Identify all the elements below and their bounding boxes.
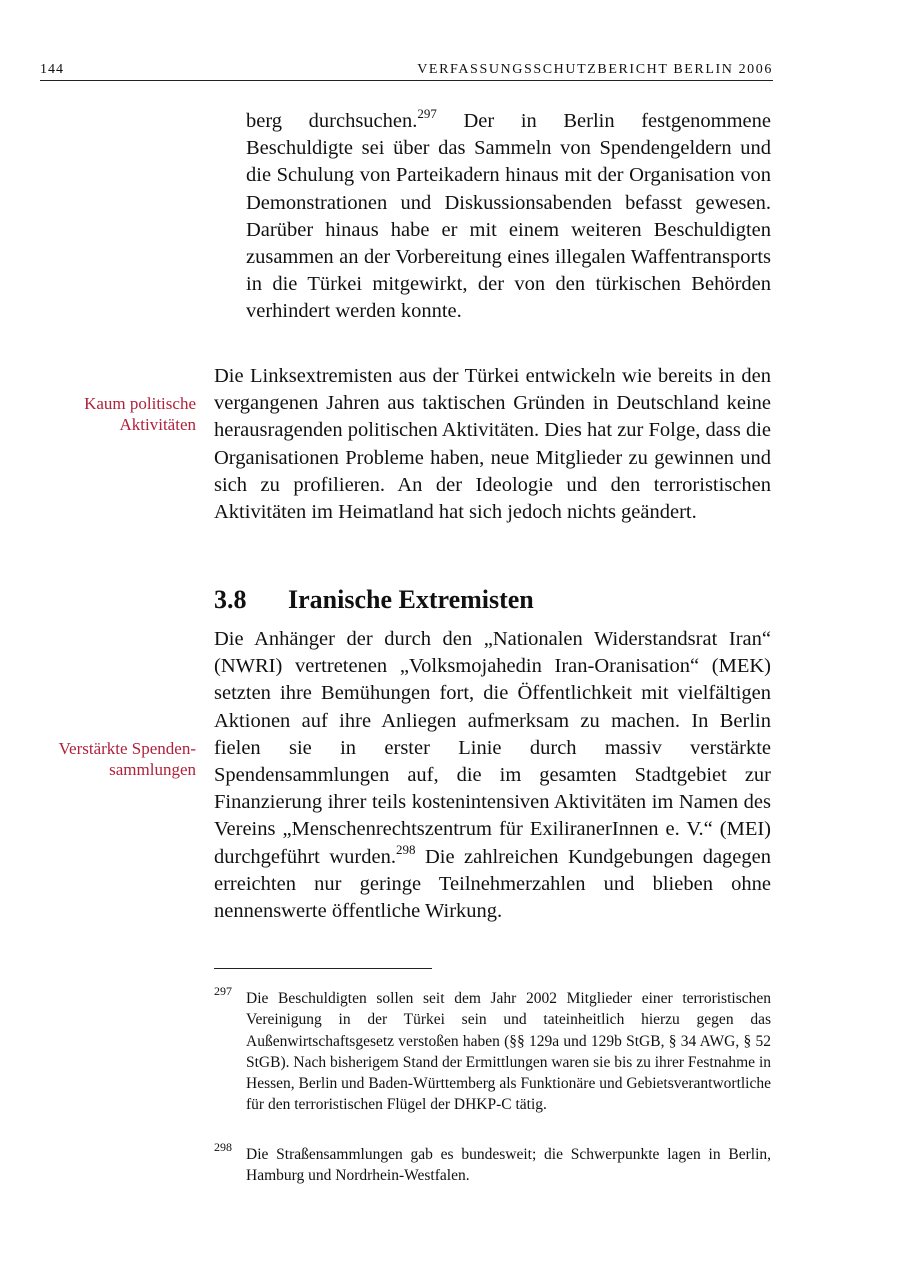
footnote-text: Die Beschuldigten sollen seit dem Jahr 2002 Mitglieder einer terroristischen Vereinigung in der Türkei sein und tateinheitlich hierzu gegen das Außenwirtschaftsgesetz verstoßen haben (§§ 129a und 129b StGB, § 34 AWG, § 52 StGB). Nach bisherigem Stand der Ermittlungen waren sie bis zu ihrer Festnahme in Hessen, Berlin und Baden-Württemberg als Funktionäre und Gebietsverantwortliche für den terroristischen Flügel der DHKP-C tätig. (246, 990, 771, 1114)
section-heading (214, 583, 534, 617)
quote-text-before: berg durchsuchen. (246, 110, 418, 132)
page-header (40, 60, 773, 81)
paragraph-2-text-after: Die zahlreichen Kundgebungen dagegen erreichten nur geringe Teilnehmerzahlen und blieben ohne nennenswerte öffentliche Wirkung. (214, 845, 771, 923)
section-title: Iranische Extremisten (288, 585, 534, 614)
footnote-number: 298 (214, 1140, 232, 1154)
footnote-number: 297 (214, 984, 232, 998)
paragraph-left-extremists: Die Linksextremisten aus der Türkei entwickeln wie bereits in den vergangenen Jahren aus taktischen Gründen in Deutschland keine herausragenden politischen Aktivitäten. Dies hat zur Folge, dass die Organisationen Probleme haben, neue Mitglieder zu gewinnen und sich zu profilieren. An der Ideologie und den terroristischen Aktivitäten im Heimatland hat sich jedoch nichts geändert. (214, 365, 771, 524)
section-number: 3.8 (214, 585, 247, 614)
page-number: 144 (40, 62, 64, 77)
margin-note-political-activities: Kaum politische Aktivitäten (84, 394, 196, 434)
footnote-297 (214, 984, 771, 1116)
footnote-298 (214, 1140, 771, 1187)
footnote-text: Die Straßensammlungen gab es bundesweit; die Schwerpunkte lagen in Berlin, Hamburg und Nordrhein-Westfalen. (246, 1146, 771, 1185)
paragraph-iranian-extremists (214, 626, 771, 925)
footnote-separator (214, 968, 432, 969)
quote-text-after: Der in Berlin festgenommene Beschuldigte sei über das Sammeln von Spendengeldern und die Schulung von Parteikadern hinaus mit der Organisation von Demonstrationen und Diskussionsabenden befasst gewesen. Darüber hinaus habe er mit einem weiteren Beschuldigten zusammen an der Vorbereitung eines illegalen Waffentransports in die Türkei mitgewirkt, der von den türkischen Behörden verhindert werden konnte. (246, 110, 772, 323)
footnote-ref-297[interactable]: 297 (417, 106, 437, 121)
paragraph-2-text-before: Die Anhänger der durch den „Nationalen Widerstandsrat Iran“ (NWRI) vertretenen „Volksmojahedin Iran-Oranisation“ (MEK) setzten ihre Bemühungen fort, die Öffentlichkeit mit vielfältigen Aktionen auf ihre Anliegen aufmerksam zu machen. In Berlin fielen sie in erster Linie durch massiv verstärkte Spendensammlungen auf, die im gesamten Stadtgebiet zur Finanzierung ihrer teils kostenintensiven Aktivitäten im Namen des Vereins „Menschenrechtszentrum für ExiliranerInnen e. V.“ (MEI) durchgeführt wurden. (214, 628, 771, 868)
running-title: VERFASSUNGSSCHUTZBERICHT BERLIN 2006 (417, 62, 773, 77)
margin-note-donation-collections: Verstärkte Spenden-sammlungen (58, 739, 196, 779)
footnote-ref-298[interactable]: 298 (395, 841, 416, 857)
quoted-paragraph (246, 108, 771, 326)
